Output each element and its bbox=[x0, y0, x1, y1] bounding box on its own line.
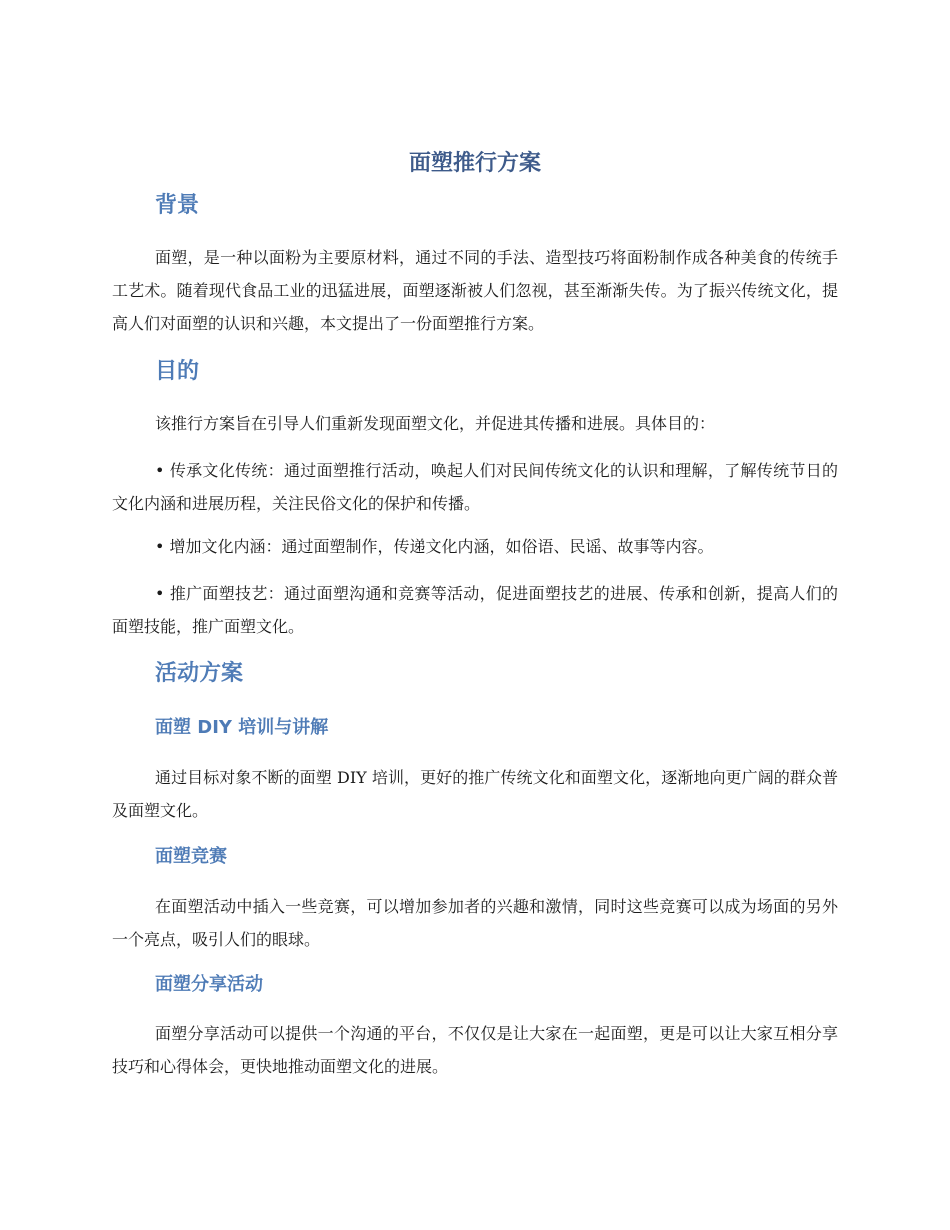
purpose-bullet-item: • 增加文化内涵：通过面塑制作，传递文化内涵，如俗语、民谣、故事等内容。 bbox=[155, 537, 714, 556]
purpose-intro-paragraph: 该推行方案旨在引导人们重新发现面塑文化，并促进其传播和进展。具体目的： bbox=[155, 414, 716, 433]
activity-paragraph-sharing: 面塑分享活动可以提供一个沟通的平台，不仅仅是让大家在一起面塑，更是可以让大家互相分享技巧和心得体会，更快地推动面塑文化的进展。 bbox=[112, 1024, 838, 1076]
activity-heading-sharing: 面塑分享活动 bbox=[155, 974, 263, 995]
activity-heading-competition: 面塑竞赛 bbox=[155, 846, 227, 867]
background-paragraph: 面塑，是一种以面粉为主要原材料，通过不同的手法、造型技巧将面粉制作成各种美食的传统手工艺术。随着现代食品工业的迅猛进展，面塑逐渐被人们忽视，甚至渐渐失传。为了振兴传统文化，提高人们对面塑的认识和兴趣，本文提出了一份面塑推行方案。 bbox=[112, 248, 838, 333]
purpose-bullet-item: • 推广面塑技艺：通过面塑沟通和竞赛等活动，促进面塑技艺的进展、传承和创新，提高人们的面塑技能，推广面塑文化。 bbox=[112, 584, 838, 636]
section-heading-background: 背景 bbox=[155, 193, 200, 218]
activity-paragraph-competition: 在面塑活动中插入一些竞赛，可以增加参加者的兴趣和激情，同时这些竞赛可以成为场面的另外一个亮点，吸引人们的眼球。 bbox=[112, 897, 838, 949]
section-heading-activities: 活动方案 bbox=[155, 661, 244, 686]
section-heading-purpose: 目的 bbox=[155, 359, 200, 384]
activity-paragraph-diy-training: 通过目标对象不断的面塑 DIY 培训，更好的推广传统文化和面塑文化，逐渐地向更广阔的群众普及面塑文化。 bbox=[112, 768, 838, 820]
document-title: 面塑推行方案 bbox=[408, 151, 541, 176]
activity-heading-diy-training: 面塑 DIY 培训与讲解 bbox=[155, 717, 329, 738]
purpose-bullet-item: • 传承文化传统：通过面塑推行活动，唤起人们对民间传统文化的认识和理解，了解传统节日的文化内涵和进展历程，关注民俗文化的保护和传播。 bbox=[112, 461, 838, 513]
